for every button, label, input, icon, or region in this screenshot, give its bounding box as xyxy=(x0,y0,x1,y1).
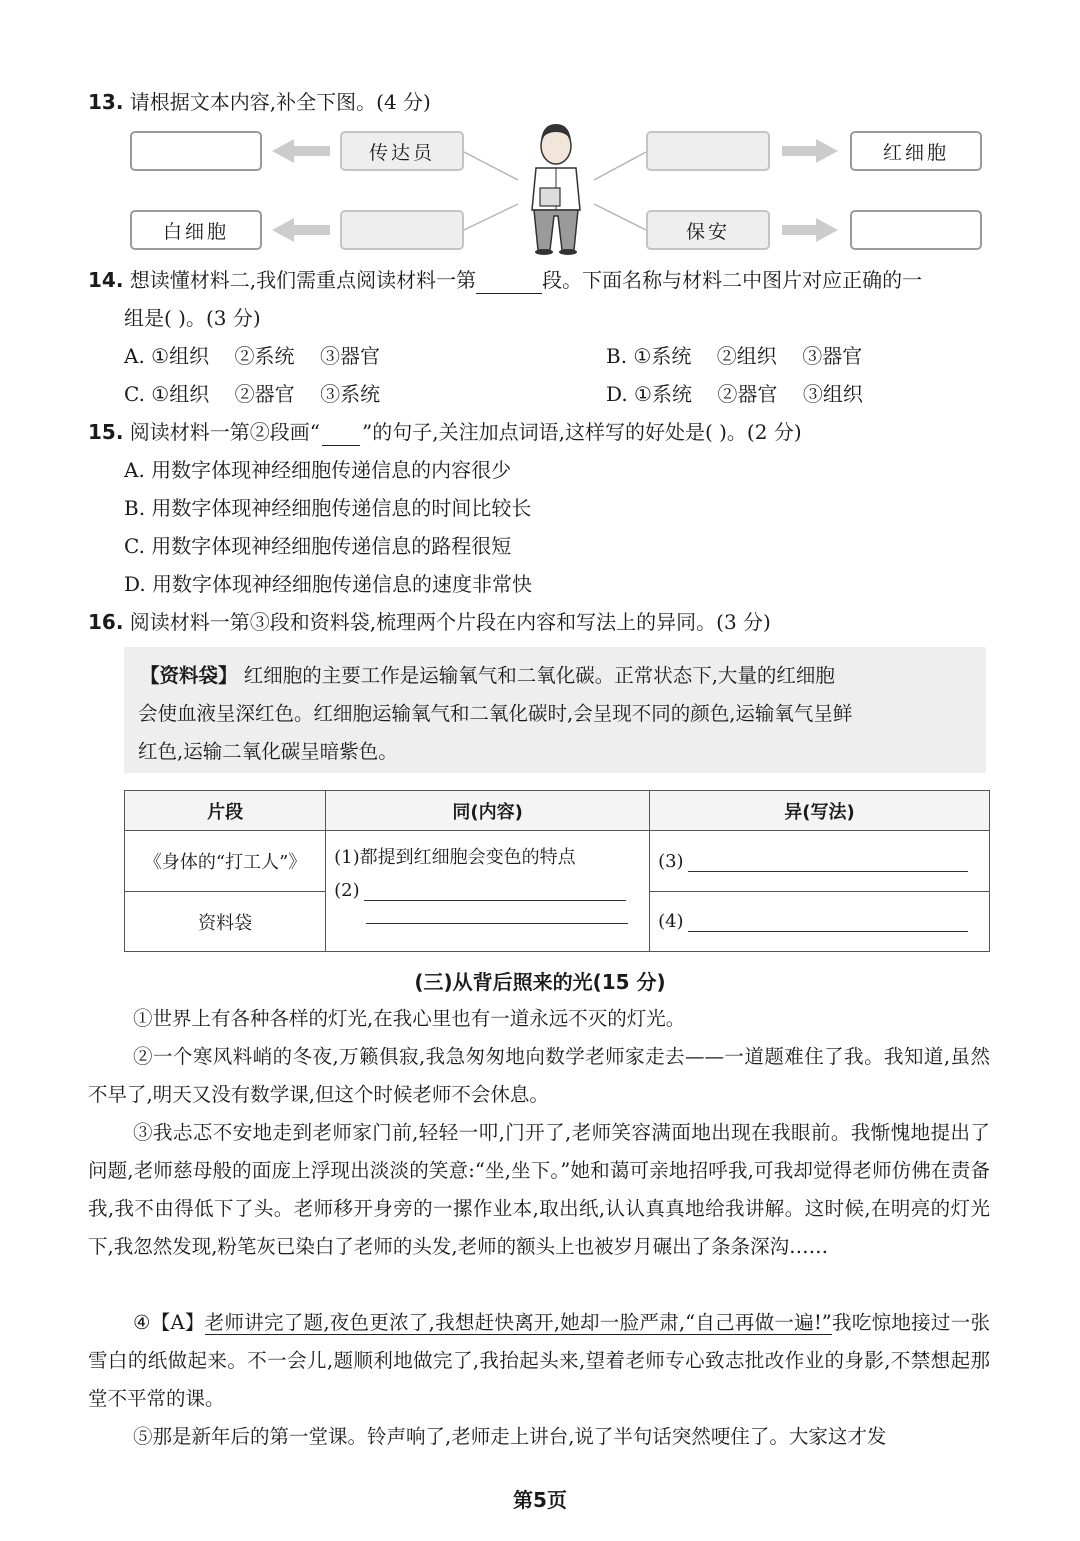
q15-option-b[interactable]: B. 用数字体现神经细胞传递信息的时间比较长 xyxy=(124,496,532,520)
q16-text: 阅读材料一第③段和资料袋,梳理两个片段在内容和写法上的异同。(3 分) xyxy=(129,610,771,634)
header-segment: 片段 xyxy=(125,791,326,831)
arrow-left-top-icon xyxy=(272,139,330,163)
box-top-right-blank[interactable] xyxy=(646,131,770,171)
info-box xyxy=(124,647,986,773)
box-top-left-blank[interactable] xyxy=(130,131,262,171)
row2-segment: 资料袋 xyxy=(125,892,326,952)
q13-number: 13. xyxy=(88,90,124,114)
paragraph-3: ③我忐忑不安地走到老师家门前,轻轻一叩,门开了,老师笑容满面地出现在我眼前。我惭愧地提出了问题,老师慈母般的面庞上浮现出淡淡的笑意:“坐,坐下。”她和蔼可亲地招呼我,可我却觉得老师仿佛在责备我,我不由得低下了头。老师移开身旁的一摞作业本,取出纸,认认真真地给我讲解。这时候,在明亮的灯光下,我忽然发现,粉笔灰已染白了老师的头发,老师的额头上也被岁月碾出了条条深沟…… xyxy=(88,1121,990,1258)
same-item-2-blank-line2[interactable] xyxy=(366,901,628,924)
box-bottom-right-role: 保安 xyxy=(646,210,770,250)
box-bottom-left-blank[interactable] xyxy=(340,210,464,250)
q15-underline-mark xyxy=(322,425,360,446)
q15-text-b: ”的句子,关注加点词语,这样写的好处是( )。(2 分) xyxy=(362,420,802,444)
box-bottom-right-blank[interactable] xyxy=(850,210,982,250)
comparison-table xyxy=(124,790,990,952)
same-item-2-row xyxy=(334,873,641,901)
q14-text-c: 组是( )。(3 分) xyxy=(124,306,261,330)
diff-cell-3 xyxy=(650,831,990,892)
diff-item-3-label: (3) xyxy=(658,850,684,872)
paragraph-5: ⑤那是新年后的第一堂课。铃声响了,老师走上讲台,说了半句话突然哽住了。大家这才发 xyxy=(133,1425,887,1448)
paragraph-4-rest: 我吃惊地接过一张雪白的纸做起来。不一会儿,题顺利地做完了,我抬起头来,望着老师专心致志批改作业的身影,不禁想起那堂不平常的课。 xyxy=(88,1311,990,1410)
q15-number: 15. xyxy=(88,420,124,444)
q14-option-d[interactable]: D. ①系统 ②器官 ③组织 xyxy=(606,382,863,406)
arrow-left-bottom-icon xyxy=(272,218,330,242)
paragraph-1: ①世界上有各种各样的灯光,在我心里也有一道永远不灭的灯光。 xyxy=(133,1007,686,1030)
q15-option-a[interactable]: A. 用数字体现神经细胞传递信息的内容很少 xyxy=(124,458,512,482)
q14-option-a[interactable]: A. ①组织 ②系统 ③器官 xyxy=(124,344,380,368)
paragraph-4-label: ④【A】 xyxy=(133,1311,205,1334)
info-line-1 xyxy=(138,657,972,695)
q14-prompt xyxy=(88,266,922,294)
q14-option-b[interactable]: B. ①系统 ②组织 ③器官 xyxy=(606,344,863,368)
same-cell xyxy=(326,831,650,952)
info-line-1-text: 红细胞的主要工作是运输氧气和二氧化碳。正常状态下,大量的红细胞 xyxy=(243,664,835,687)
info-title: 【资料袋】 xyxy=(140,664,238,687)
diff-item-4-label: (4) xyxy=(658,911,684,932)
q14-number: 14. xyxy=(88,268,124,292)
paragraph-2: ②一个寒风料峭的冬夜,万籁俱寂,我急匆匆地向数学老师家走去——一道题难住了我。我知道,虽然不早了,明天又没有数学课,但这个时候老师不会休息。 xyxy=(88,1045,990,1106)
box-top-right-cell: 红细胞 xyxy=(850,131,982,171)
q14-text-a: 想读懂材料二,我们需重点阅读材料一第 xyxy=(129,268,477,292)
row1-segment: 《身体的“打工人”》 xyxy=(125,831,326,892)
q15-option-d[interactable]: D. 用数字体现神经细胞传递信息的速度非常快 xyxy=(124,572,533,596)
same-item-2-blank[interactable] xyxy=(364,886,626,901)
q13-text: 请根据文本内容,补全下图。(4 分) xyxy=(129,90,431,114)
diff-item-4-row xyxy=(658,911,981,932)
q15-text-a: 阅读材料一第②段画“ xyxy=(129,420,321,444)
q14-option-c[interactable]: C. ①组织 ②器官 ③系统 xyxy=(124,382,381,406)
section-title: (三)从背后照来的光(15 分) xyxy=(414,970,666,994)
page-number: 第5页 xyxy=(513,1488,567,1512)
diff-item-3-row xyxy=(658,851,981,872)
info-line-3: 红色,运输二氧化碳呈暗紫色。 xyxy=(138,740,398,763)
box-top-left-role: 传达员 xyxy=(340,131,464,171)
box-bottom-left-cell: 白细胞 xyxy=(130,210,262,250)
same-item-2-label: (2) xyxy=(334,880,360,901)
header-same: 同(内容) xyxy=(326,791,650,831)
q16-number: 16. xyxy=(88,610,124,634)
header-diff: 异(写法) xyxy=(650,791,990,831)
q15-prompt xyxy=(88,418,802,446)
arrow-right-top-icon xyxy=(782,139,838,163)
diff-cell-4 xyxy=(650,892,990,952)
q14-blank[interactable] xyxy=(476,271,542,294)
same-item-1: (1)都提到红细胞会变色的特点 xyxy=(334,847,576,868)
paragraph-4 xyxy=(88,1304,990,1418)
person-holding-book-icon xyxy=(532,124,580,255)
arrow-right-bottom-icon xyxy=(782,218,838,242)
paragraph-4-underlined: 老师讲完了题,夜色更浓了,我想赶快离开,她却一脸严肃,“自己再做一遍!” xyxy=(204,1311,832,1334)
diff-item-4-blank[interactable] xyxy=(688,917,968,932)
q14-text-b: 段。下面名称与材料二中图片对应正确的一 xyxy=(542,268,923,292)
q15-option-c[interactable]: C. 用数字体现神经细胞传递信息的路程很短 xyxy=(124,534,512,558)
diff-item-3-blank[interactable] xyxy=(688,857,968,872)
info-line-2: 会使血液呈深红色。红细胞运输氧气和二氧化碳时,会呈现不同的颜色,运输氧气呈鲜 xyxy=(138,702,853,725)
q16-prompt xyxy=(88,608,771,636)
